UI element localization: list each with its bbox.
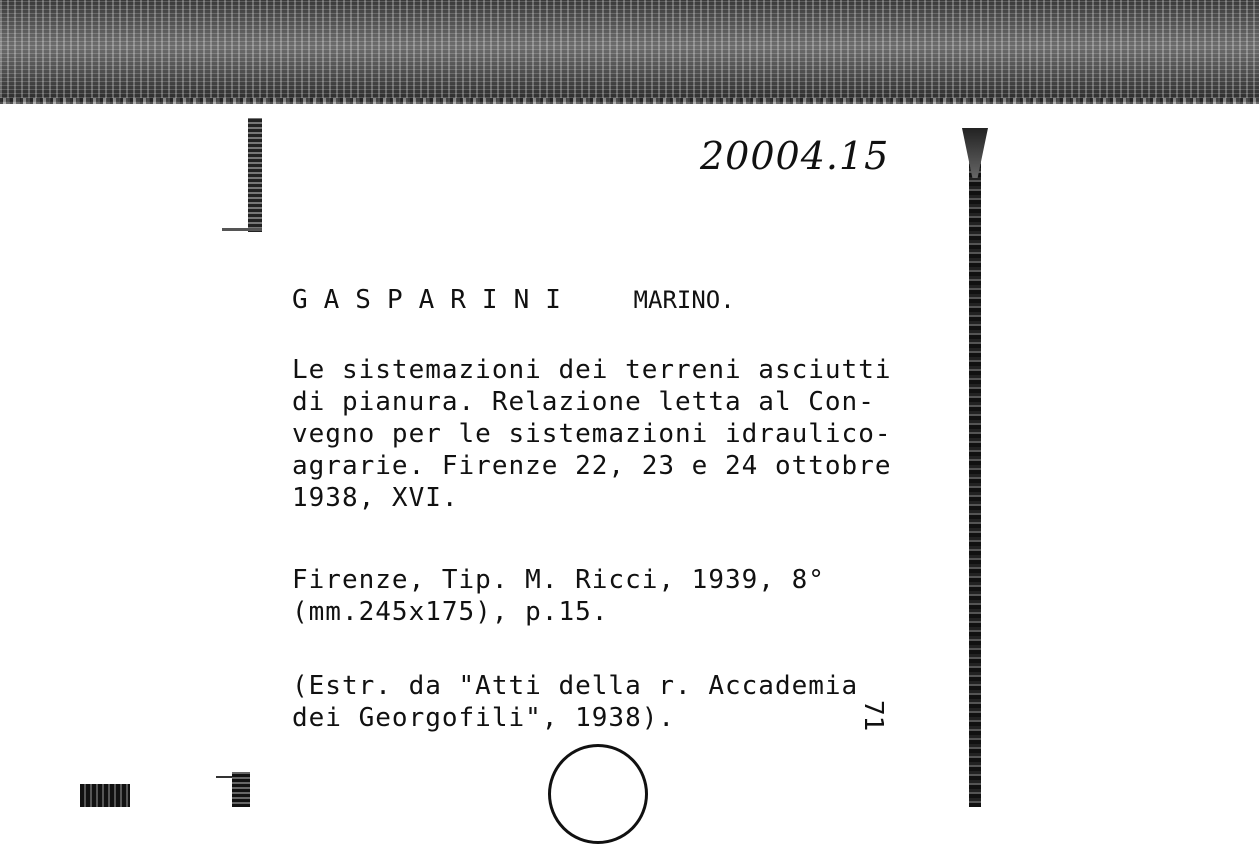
imprint-line: (mm.245x175), p.15. <box>292 597 609 627</box>
title-line: 1938, XVI. <box>292 483 459 513</box>
imprint-line: Firenze, Tip. M. Ricci, 1939, 8° <box>292 565 825 595</box>
right-card-edge-head <box>962 128 988 178</box>
punch-hole-circle <box>548 744 648 844</box>
title-line: di pianura. Relazione letta al Con- <box>292 387 875 417</box>
author-given-name: MARINO. <box>633 286 735 314</box>
title-line: agrarie. Firenze 22, 23 e 24 ottobre <box>292 451 892 481</box>
bottom-binding-mark <box>232 772 250 807</box>
scanner-top-band <box>0 0 1259 102</box>
left-binding-mark-foot <box>222 228 262 231</box>
author-line <box>292 284 952 316</box>
note-line: (Estr. da "Atti della r. Accademia <box>292 671 859 701</box>
right-card-edge <box>962 128 988 807</box>
left-binding-mark <box>248 118 262 232</box>
imprint-block <box>292 564 952 628</box>
scanner-top-band-edge <box>0 98 1259 104</box>
call-number: 20004.15 <box>700 134 890 178</box>
author-surname: GASPARINI <box>292 285 577 315</box>
title-line: vegno per le sistemazioni idraulico- <box>292 419 892 449</box>
right-card-edge-shaft <box>969 128 981 807</box>
margin-mark: 71 <box>858 700 888 732</box>
note-line: dei Georgofili", 1938). <box>292 703 676 733</box>
bottom-left-mark <box>80 784 130 807</box>
title-line: Le sistemazioni dei terreni asciutti <box>292 355 892 385</box>
title-block <box>292 354 952 514</box>
